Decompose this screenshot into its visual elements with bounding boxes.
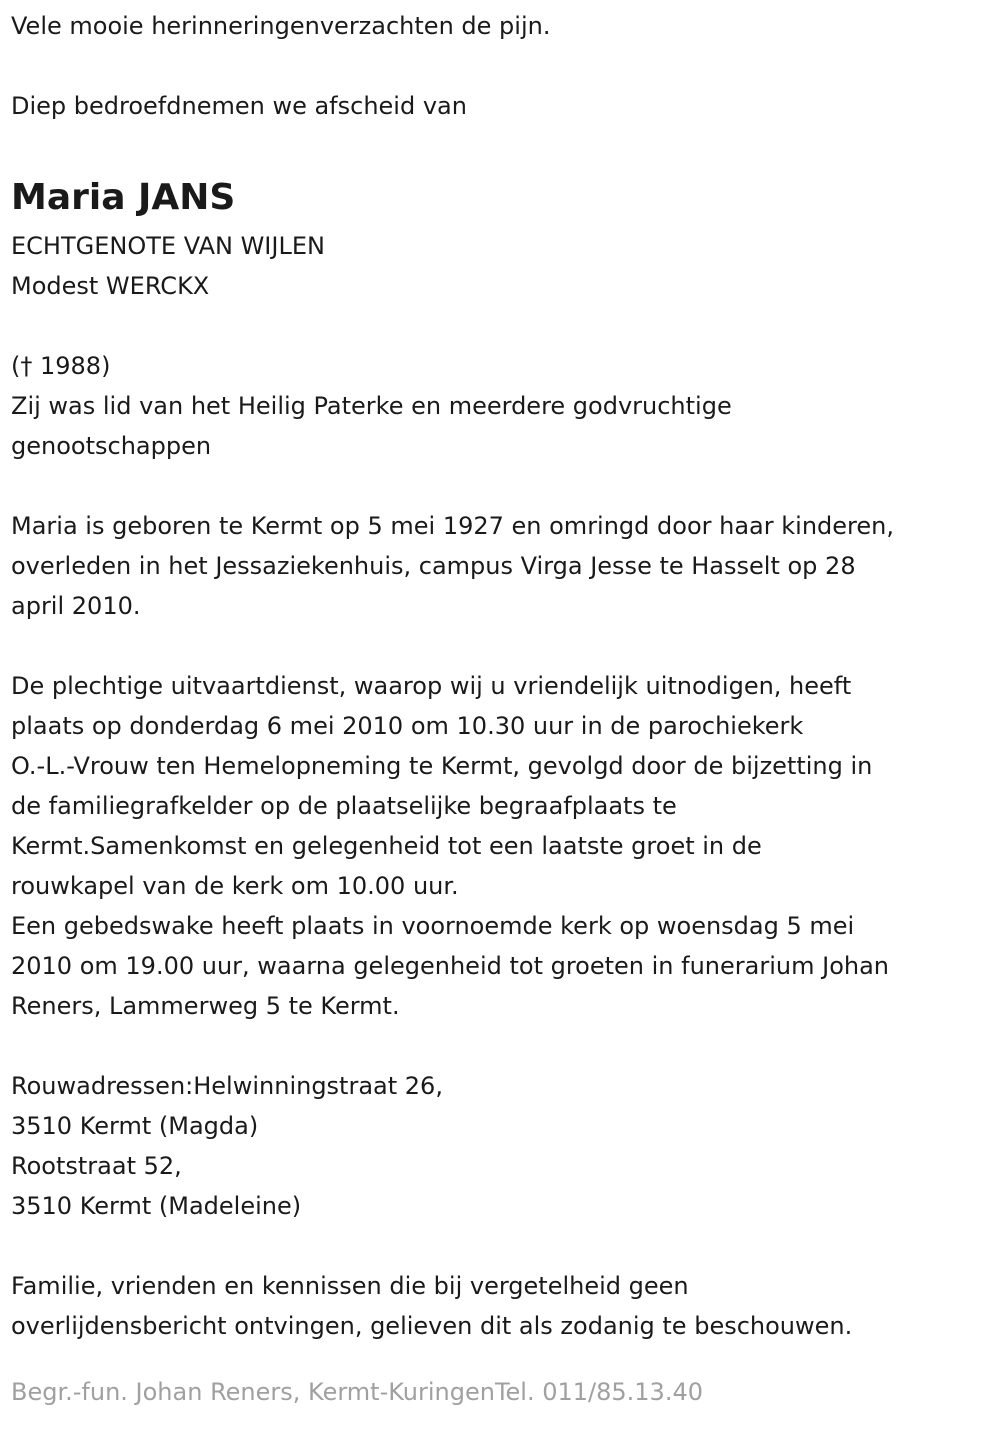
spacer [11,306,993,346]
membership-line: Zij was lid van het Heilig Paterke en meerdere godvruchtige [11,392,732,420]
closing-line: overlijdensbericht ontvingen, gelieven dit als zodanig te beschouwen. [11,1312,853,1340]
spacer [11,46,993,86]
spacer [11,1026,993,1066]
obituary-notice [11,6,993,1346]
closing-line: Familie, vrienden en kennissen die bij vergetelheid geen [11,1272,689,1300]
spouse-title: ECHTGENOTE VAN WIJLEN [11,232,325,260]
funeral-line: Kermt.Samenkomst en gelegenheid tot een laatste groet in de [11,832,762,860]
intro-line: Diep bedroefdnemen we afscheid van [11,92,467,120]
funeral-line: De plechtige uitvaartdienst, waarop wij u vriendelijk uitnodigen, heeft [11,672,852,700]
address-line: Rootstraat 52, [11,1152,182,1180]
biography-line: overleden in het Jessaziekenhuis, campus Virga Jesse te Hasselt op 28 [11,552,856,580]
funeral-line: plaats op donderdag 6 mei 2010 om 10.30 uur in de parochiekerk [11,712,804,740]
address-line: 3510 Kermt (Madeleine) [11,1192,302,1220]
address-line: Rouwadressen:Helwinningstraat 26, [11,1072,443,1100]
address-line: 3510 Kermt (Magda) [11,1112,259,1140]
funeral-line: rouwkapel van de kerk om 10.00 uur. [11,872,459,900]
funeral-line: Reners, Lammerweg 5 te Kermt. [11,992,400,1020]
funeral-line: O.-L.-Vrouw ten Hemelopneming te Kermt, gevolgd door de bijzetting in [11,752,873,780]
spacer [11,1226,993,1266]
funeral-line: Een gebedswake heeft plaats in voornoemde kerk op woensdag 5 mei [11,912,855,940]
funeral-line: de familiegrafkelder op de plaatselijke begraafplaats te [11,792,677,820]
biography-line: Maria is geboren te Kermt op 5 mei 1927 en omringd door haar kinderen, [11,512,894,540]
deceased-name: Maria JANS [11,177,236,218]
funeral-line: 2010 om 19.00 uur, waarna gelegenheid tot groeten in funerarium Johan [11,952,890,980]
membership-line: genootschappen [11,432,212,460]
spouse-name: Modest WERCKX [11,272,210,300]
spacer [11,626,993,666]
funeral-home-footer: Begr.-fun. Johan Reners, Kermt-KuringenTel. 011/85.13.40 [11,1378,703,1406]
spouse-death-year: († 1988) [11,352,111,380]
spacer [11,126,993,166]
biography-line: april 2010. [11,592,141,620]
spacer [11,466,993,506]
opening-line: Vele mooie herinneringenverzachten de pijn. [11,12,551,40]
